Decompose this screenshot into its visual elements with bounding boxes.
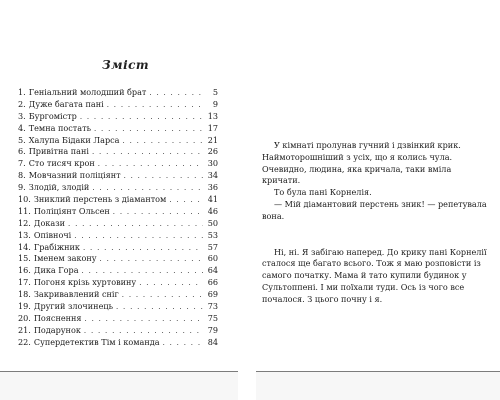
- toc-dot-leader: [107, 100, 203, 112]
- toc-entry: [18, 182, 218, 194]
- toc-entry-title: Іменем закону: [33, 253, 97, 264]
- toc-entry-title: Привітна пані: [28, 146, 89, 157]
- toc-entry-number: 22.: [18, 336, 31, 347]
- toc-entry: [18, 253, 218, 265]
- toc-entry-number: 6.: [18, 146, 26, 157]
- toc-entry-title: Дика Гора: [33, 265, 79, 276]
- toc-dot-leader: [80, 112, 203, 124]
- toc-entry-title: Бургомістр: [28, 110, 77, 121]
- toc-entry-title: Пояснення: [33, 312, 82, 323]
- toc-entry-page: 64: [207, 265, 218, 276]
- toc-entry: [18, 242, 218, 254]
- toc-entry-number: 8.: [18, 170, 26, 181]
- toc-entry-page: 66: [207, 277, 218, 288]
- toc-entry-page: 60: [207, 253, 218, 264]
- toc-entry-page: 30: [207, 158, 218, 169]
- toc-dot-leader: [123, 136, 203, 148]
- toc-entry: [18, 313, 218, 325]
- toc-dot-leader: [85, 314, 203, 326]
- toc-entry-title: Подарунок: [33, 324, 81, 335]
- toc-entry-page: 46: [207, 205, 218, 216]
- toc-entry-number: 3.: [18, 110, 26, 121]
- toc-entry: [18, 194, 218, 206]
- toc-dot-leader: [124, 171, 203, 183]
- paragraph-gap: [262, 223, 490, 247]
- toc-entry-number: 9.: [18, 182, 26, 193]
- toc-entry-number: 11.: [18, 205, 31, 216]
- right-page: [262, 0, 490, 372]
- toc-entry: [18, 99, 218, 111]
- toc-entry-page: 75: [207, 312, 218, 323]
- toc-entry: [18, 87, 218, 99]
- toc-entry-page: 9: [212, 98, 218, 109]
- toc-entry-title: Закривавлений сніг: [33, 289, 119, 300]
- toc-entry: [18, 301, 218, 313]
- toc-entry: [18, 218, 218, 230]
- toc-entry-number: 4.: [18, 122, 26, 133]
- toc-entry-page: 17: [207, 122, 218, 133]
- toc-dot-leader: [149, 88, 203, 100]
- toc-entry-title: Мовчазний поліціянт: [28, 170, 121, 181]
- toc-entry-title: Дуже багата пані: [28, 98, 104, 109]
- toc-entry-title: Грабіжник: [33, 241, 80, 252]
- toc-dot-leader: [139, 278, 203, 290]
- toc-entry-number: 17.: [18, 277, 31, 288]
- toc-entry-number: 21.: [18, 324, 31, 335]
- toc-dot-leader: [163, 338, 203, 350]
- toc-entry-number: 13.: [18, 229, 31, 240]
- toc-entry: [18, 230, 218, 242]
- toc-entry-title: Супердетектив Тім і команда: [33, 336, 160, 347]
- toc-dot-leader: [92, 147, 203, 159]
- toc-entry: [18, 146, 218, 158]
- toc-entry: [18, 123, 218, 135]
- toc-entry-title: Сто тисяч крон: [28, 158, 95, 169]
- toc-entry-page: 50: [207, 217, 218, 228]
- toc-entry-number: 12.: [18, 217, 31, 228]
- toc-entry-number: 7.: [18, 158, 26, 169]
- toc-entry-title: Поліціянт Ольсен: [33, 205, 110, 216]
- right-page-edge: [256, 371, 500, 400]
- toc-entry-title: Погоня крізь хуртовину: [33, 277, 137, 288]
- paragraph: У кімнаті пролунав гучний і дзвінкий крик. Наймоторошніший з усіх, що я колись чула. Очевидно, людина, яка кричала, таки вміла кричати.: [262, 140, 461, 186]
- toc-entry-page: 36: [207, 182, 218, 193]
- paragraph: То була пані Корнелія.: [274, 187, 372, 198]
- toc-entry-page: 69: [207, 289, 218, 300]
- toc-entry-number: 18.: [18, 289, 31, 300]
- toc-entry-page: 57: [207, 241, 218, 252]
- toc-entry: [18, 325, 218, 337]
- toc-entry-page: 5: [212, 87, 218, 97]
- toc-entry: [18, 277, 218, 289]
- toc-entry: [18, 337, 218, 349]
- toc-dot-leader: [83, 243, 203, 255]
- toc-entry-number: 15.: [18, 253, 31, 264]
- paragraph: — Мій діамантовий перстень зник! — репетувала вона.: [262, 198, 487, 221]
- toc-entry-title: Опівночі: [33, 229, 72, 240]
- toc-entry-number: 5.: [18, 134, 26, 145]
- toc-dot-leader: [116, 302, 203, 314]
- toc-entry-title: Злодій, злодій: [28, 182, 90, 193]
- toc-entry-page: 73: [207, 301, 218, 312]
- left-page-edge: [0, 371, 238, 400]
- toc-entry: [18, 170, 218, 182]
- toc-entry-page: 21: [207, 134, 218, 145]
- toc-entry-number: 16.: [18, 265, 31, 276]
- toc-entry-title: Геніальний молодший брат: [28, 87, 147, 97]
- toc-entry-page: 34: [207, 170, 218, 181]
- toc-entry: [18, 111, 218, 123]
- toc-entry-number: 2.: [18, 98, 26, 109]
- toc-entry-title: Темна постать: [28, 122, 91, 133]
- toc-title: Зміст: [102, 58, 150, 72]
- toc-entry-page: 26: [207, 146, 218, 157]
- left-page: [18, 0, 218, 372]
- toc-entry-title: Зниклий перстень з діамантом: [33, 194, 167, 205]
- toc-entry-title: Халупа Бідаки Ларса: [28, 134, 120, 145]
- toc-entry-page: 41: [207, 194, 218, 205]
- toc-entry-number: 1.: [18, 87, 26, 97]
- toc-entry: [18, 265, 218, 277]
- toc-entry: [18, 206, 218, 218]
- toc-dot-leader: [100, 254, 203, 266]
- body-text: [262, 140, 490, 306]
- toc-dot-leader: [74, 231, 203, 243]
- toc-entry-number: 20.: [18, 312, 31, 323]
- toc-entry-number: 10.: [18, 194, 31, 205]
- toc-entry-number: 14.: [18, 241, 31, 252]
- toc-entry-page: 79: [207, 324, 218, 335]
- toc-entry-number: 19.: [18, 301, 31, 312]
- toc-entry-page: 84: [207, 336, 218, 347]
- toc-dot-leader: [68, 219, 203, 231]
- toc-entry: [18, 135, 218, 147]
- toc-dot-leader: [122, 290, 203, 302]
- toc-entry: [18, 289, 218, 301]
- toc-dot-leader: [113, 207, 203, 219]
- toc-dot-leader: [169, 195, 203, 207]
- toc-entry: [18, 158, 218, 170]
- paragraph: Ні, ні. Я забігаю наперед. До крику пані Корнелії сталося ще багато всього. Тож я маю розповісти із самого початку. Мама й тато купили будинок у Сультоппені. І ми поїхали туди. Ось із чого все почалося. З цього почну і я.: [262, 246, 487, 304]
- toc-entry-title: Другий злочинець: [33, 301, 113, 312]
- toc-list: [18, 87, 218, 349]
- toc-entry-title: Докази: [33, 217, 66, 228]
- toc-entry-page: 53: [207, 229, 218, 240]
- toc-entry-page: 13: [207, 110, 218, 121]
